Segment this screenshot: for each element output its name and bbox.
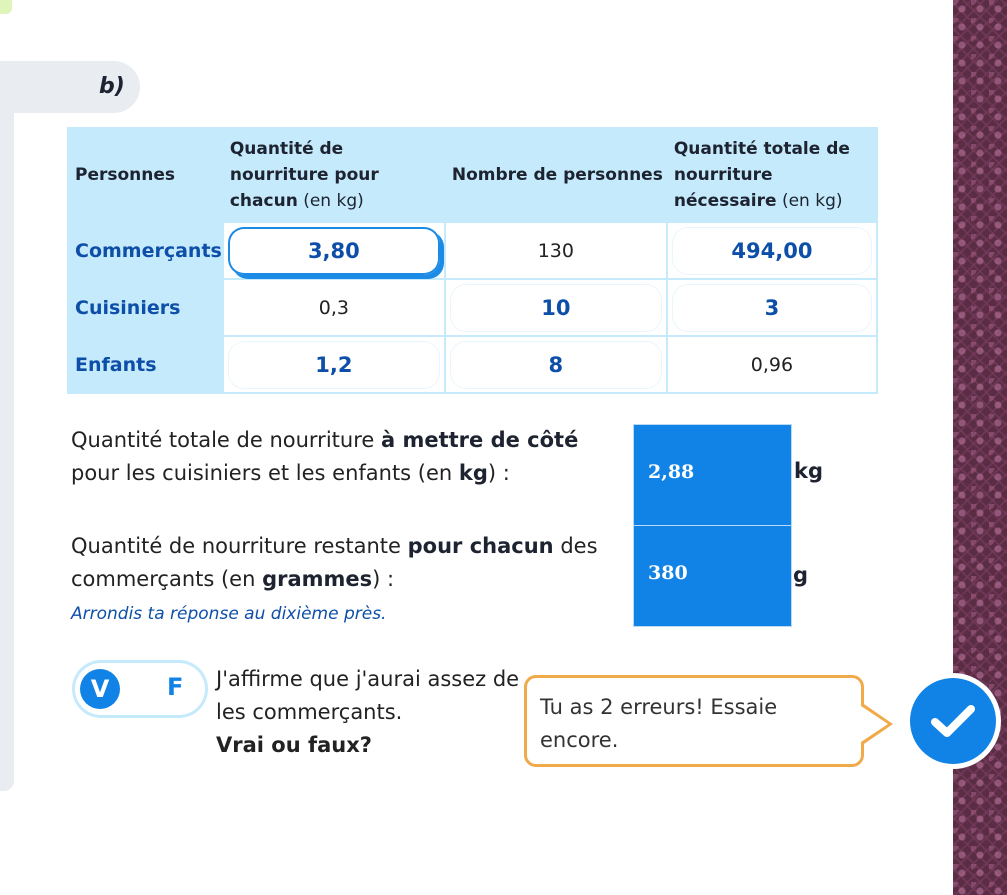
count-cuisiniers-input[interactable]: 10 <box>450 284 662 332</box>
qty-each-cuisiniers: 0,3 <box>223 279 445 336</box>
checkmark-icon <box>930 701 976 741</box>
qty-each-commercants-cell[interactable] <box>223 222 445 279</box>
section-label: b) <box>99 74 125 99</box>
table-row <box>68 222 877 279</box>
total-commercants-input[interactable]: 494,00 <box>672 227 872 275</box>
section-label-tab <box>0 61 140 113</box>
table-row <box>68 336 877 393</box>
header-quantite-chacun: Quantité de nourriture pour chacun (en kg) <box>223 128 445 222</box>
count-enfants-cell[interactable] <box>445 336 667 393</box>
qty-each-enfants-input[interactable]: 1,2 <box>228 341 440 389</box>
progress-indicator <box>0 0 12 14</box>
count-enfants-input[interactable]: 8 <box>450 341 662 389</box>
question-1-answer-value: 2,88 <box>648 461 695 483</box>
header-personnes: Personnes <box>68 128 223 222</box>
qty-each-commercants-input[interactable]: 3,80 <box>228 227 440 275</box>
row-label-enfants: Enfants <box>68 336 223 393</box>
feedback-message: Tu as 2 erreurs! Essaie encore. <box>540 695 778 752</box>
true-false-question: Vrai ou faux? <box>216 733 372 757</box>
header-nombre-personnes: Nombre de personnes <box>445 128 667 222</box>
question-2-unit: g <box>793 563 809 587</box>
true-false-toggle[interactable] <box>75 663 205 715</box>
true-option-button[interactable]: V <box>80 669 120 709</box>
count-cuisiniers-cell[interactable] <box>445 279 667 336</box>
header-quantite-totale: Quantité totale de nourriture nécessaire (en kg) <box>667 128 877 222</box>
question-2-hint: Arrondis ta réponse au dixième près. <box>71 604 387 624</box>
question-1-answer-input[interactable] <box>633 424 792 526</box>
question-2-text: Quantité de nourriture restante pour chacun des commerçants (en grammes) : Arrondis ta réponse au dixième près. <box>71 534 598 624</box>
total-cuisiniers-cell[interactable] <box>667 279 877 336</box>
food-quantity-table <box>67 127 878 394</box>
true-false-statement: J'affirme que j'aurai assez de les commerçants. Vrai ou faux? <box>216 667 520 757</box>
question-1-unit: kg <box>794 459 823 483</box>
total-enfants: 0,96 <box>667 336 877 393</box>
qty-each-enfants-cell[interactable] <box>223 336 445 393</box>
false-option-button[interactable]: F <box>167 673 184 701</box>
total-commercants-cell[interactable] <box>667 222 877 279</box>
section-side-bar <box>0 113 14 791</box>
total-cuisiniers-input[interactable]: 3 <box>672 284 872 332</box>
question-2-answer-value: 380 <box>648 562 688 584</box>
feedback-tooltip <box>524 675 864 767</box>
check-answer-button[interactable] <box>905 673 1001 769</box>
row-label-commercants: Commerçants <box>68 222 223 279</box>
table-row <box>68 279 877 336</box>
row-label-cuisiniers: Cuisiniers <box>68 279 223 336</box>
count-commercants: 130 <box>445 222 667 279</box>
question-1-text: Quantité totale de nourriture à mettre de côté pour les cuisiniers et les enfants (en kg) : <box>71 428 579 485</box>
question-2-answer-input[interactable] <box>633 525 792 627</box>
